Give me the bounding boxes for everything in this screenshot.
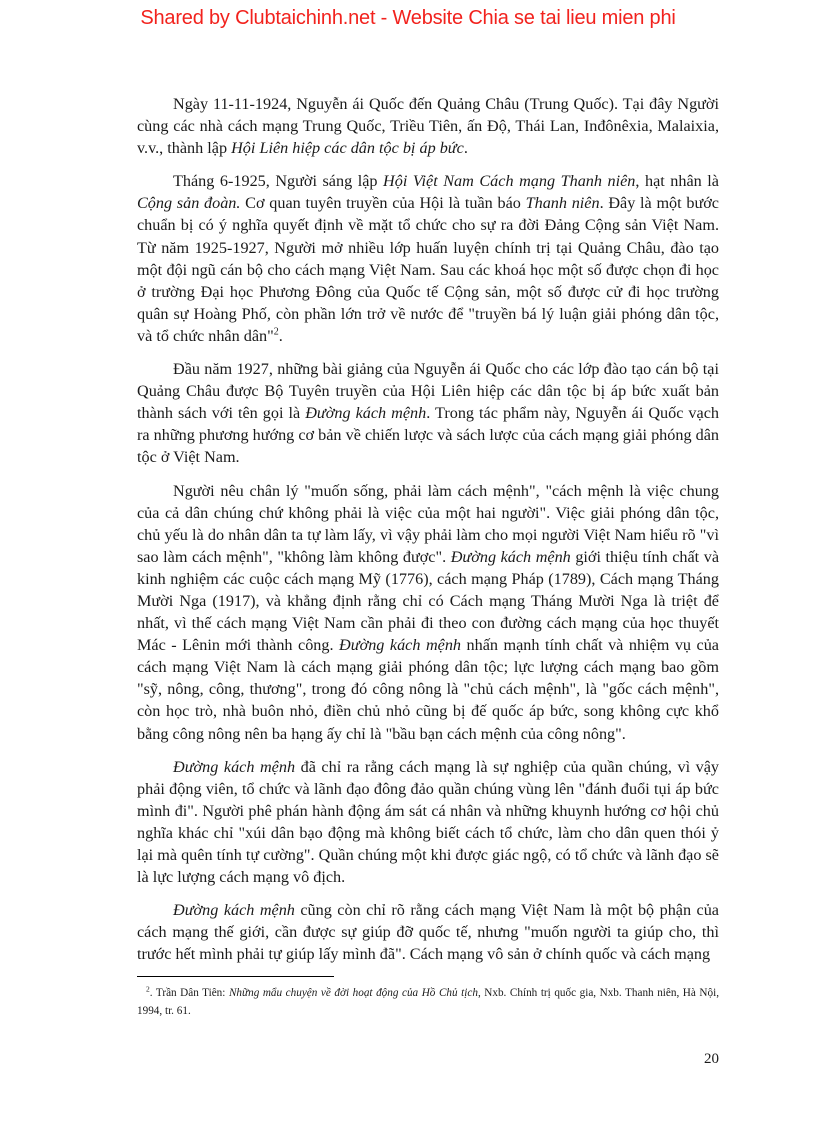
text-run: cũng còn chỉ rõ rằng cách mạng Việt Nam là một bộ phận của cách mạng thế giới, cần được sự giúp đỡ quốc tế, nhưng "muốn người ta giúp cho, thì trước hết mình phải tự giúp lấy mình đã". Cách mạng vô sản ở chính quốc và cách mạng (137, 901, 719, 964)
italic-run: Đường kách mệnh (305, 404, 427, 423)
italic-run: Những mẩu chuyện về đời hoạt động của Hồ Chủ tịch (228, 987, 478, 999)
document-body (137, 93, 719, 965)
italic-run: Thanh niên (525, 194, 600, 213)
text-run: . (463, 139, 468, 158)
paragraph-5 (137, 756, 719, 889)
paragraph-4 (137, 480, 719, 745)
text-run: đã chỉ ra rằng cách mạng là sự nghiệp của quần chúng, vì vậy phải động viên, tổ chức và lãnh đạo đông đảo quần chúng vùng lên "đánh đuổi tụi áp bức mình đi". Người phê phán hành động ám sát cá nhân và những khuynh hướng cơ hội chủ nghĩa khác chỉ "xúi dân bạo động mà không biết cách tổ chức, làm cho dân quen thói ỷ lại mà quên tính tự cường". Quần chúng một khi được giác ngộ, có tổ chức và lãnh đạo sẽ là lực lượng cách mạng vô địch. (137, 757, 719, 887)
watermark-text: Shared by Clubtaichinh.net - Website Chia se tai lieu mien phi (140, 7, 676, 29)
text-run: , Nxb. Chính trị quốc gia, Nxb. Thanh niên, Hà Nội, 1994, tr. 61. (137, 987, 719, 1017)
text-run: . Trần Dân Tiên: (149, 987, 229, 999)
text-run: Cơ quan tuyên truyền của Hội là tuần báo (240, 194, 526, 213)
italic-run: Đường kách mệnh (339, 636, 462, 655)
paragraph-1 (137, 93, 719, 159)
footnote-reference[interactable]: 2 (273, 326, 279, 338)
text-run: Đầu năm 1927, những bài giảng của Nguyễn ái Quốc cho các lớp đào tạo cán bộ tại Quảng Châu được Bộ Tuyên truyền của Hội Liên hiệp các dân tộc bị áp bức xuất bản thành sách với tên gọi là (137, 360, 719, 423)
text-run: Người nêu chân lý "muốn sống, phải làm cách mệnh", "cách mệnh là việc chung của cả dân chúng chứ không phải là việc của một hai người". Việc giải phóng dân tộc, chủ yếu là do nhân dân ta tự làm lấy, vì vậy phải làm cho mọi người Việt Nam hiểu rõ "vì sao làm cách mệnh", "không làm không được". (137, 481, 719, 566)
italic-run: Đường kách mệnh (173, 901, 295, 920)
italic-run: Hội Liên hiệp các dân tộc bị áp bức (231, 139, 464, 158)
italic-run: Cộng sản đoàn. (137, 194, 241, 213)
footnote-separator (137, 976, 334, 977)
paragraph-6 (137, 899, 719, 965)
italic-run: Hội Việt Nam Cách mạng Thanh niên (383, 172, 636, 191)
text-run: . (278, 326, 283, 345)
footnote (137, 984, 719, 1020)
text-run: Tháng 6-1925, Người sáng lập (173, 172, 384, 191)
text-run: nhấn mạnh tính chất và nhiệm vụ của cách mạng Việt Nam là cách mạng giải phóng dân tộc; lực lượng cách mạng bao gồm "sỹ, nông, công, thương", trong đó công nông là "chủ cách mệnh", là "gốc cách mệnh", còn học trò, nhà buôn nhỏ, điền chủ nhỏ cũng bị đế quốc áp bức, song không cực khổ bằng công nông nên ba hạng ấy chỉ là "bầu bạn cách mệnh của công nông". (137, 636, 719, 743)
text-run: Ngày 11-11-1924, Nguyễn ái Quốc đến Quảng Châu (Trung Quốc). Tại đây Người cùng các nhà cách mạng Trung Quốc, Triều Tiên, ấn Độ, Thái Lan, Inđônêxia, Malaixia, v.v., thành lập (137, 95, 719, 158)
italic-run: Đường kách mệnh (450, 547, 571, 566)
paragraph-3 (137, 358, 719, 468)
page-number: 20 (704, 1051, 719, 1067)
text-run: . Đây là một bước chuẩn bị có ý nghĩa quyết định về mặt tổ chức cho sự ra đời Đảng Cộng sản Việt Nam. Từ năm 1925-1927, Người mở nhiều lớp huấn luyện chính trị tại Quảng Châu, đào tạo một đội ngũ cán bộ cho cách mạng Việt Nam. Sau các khoá học một số được chọn đi học ở trường Đại học Phương Đông của Quốc tế Cộng sản, một số được cử đi học trường quân sự Hoàng Phố, còn phần lớn trở về nước để "truyền bá lý luận giải phóng dân tộc, và tổ chức nhân dân" (137, 194, 719, 345)
text-run: . Trong tác phẩm này, Nguyễn ái Quốc vạch ra những phương hướng cơ bản về chiến lược và sách lược của cách mạng giải phóng dân tộc ở Việt Nam. (137, 404, 719, 467)
text-run: giới thiệu tính chất và kinh nghiệm các cuộc cách mạng Mỹ (1776), cách mạng Pháp (1789), Cách mạng Tháng Mười Nga (1917), và khẳng định rằng chỉ có Cách mạng Tháng Mười Nga là triệt để nhất, vì thế cách mạng Việt Nam cần phải đi theo con đường cách mạng của học thuyết Mác - Lênin mới thành công. (137, 547, 720, 655)
italic-run: Đường kách mệnh (173, 757, 296, 776)
text-run: , hạt nhân là (635, 172, 719, 191)
footnote-marker: 2 (146, 984, 150, 994)
paragraph-2 (137, 170, 719, 347)
